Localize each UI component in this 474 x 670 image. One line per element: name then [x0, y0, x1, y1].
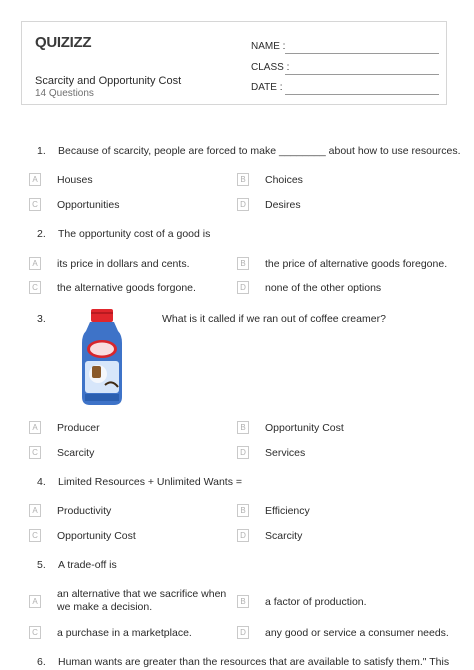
- option-c-box: C: [29, 529, 41, 542]
- option-a-text: Producer: [57, 422, 100, 434]
- question-number: 5.: [37, 559, 46, 571]
- date-label: DATE :: [251, 82, 283, 93]
- option-d-box: D: [237, 198, 249, 211]
- option-a-box: A: [29, 595, 41, 608]
- option-d-box: D: [237, 446, 249, 459]
- option-b-box: B: [237, 421, 249, 434]
- question-number: 2.: [37, 228, 46, 240]
- coffee-creamer-image: [77, 309, 127, 407]
- option-d-text: Scarcity: [265, 530, 303, 542]
- option-b-box: B: [237, 504, 249, 517]
- worksheet-title: Scarcity and Opportunity Cost: [35, 75, 182, 87]
- option-c-box: C: [29, 198, 41, 211]
- option-b-text: Choices: [265, 174, 303, 186]
- question-text: Limited Resources + Unlimited Wants =: [58, 476, 243, 488]
- option-c-text: Opportunities: [57, 199, 120, 211]
- option-a-text: an alternative that we sacrifice when we make a decision.: [57, 588, 227, 613]
- option-a-text: Productivity: [57, 505, 112, 517]
- option-a-box: A: [29, 173, 41, 186]
- question-number: 4.: [37, 476, 46, 488]
- option-c-text: the alternative goods forgone.: [57, 282, 196, 294]
- option-b-text: the price of alternative goods foregone.: [265, 258, 448, 270]
- option-c-box: C: [29, 281, 41, 294]
- option-d-box: D: [237, 281, 249, 294]
- option-c-box: C: [29, 446, 41, 459]
- option-c-text: a purchase in a marketplace.: [57, 627, 192, 639]
- question-text: What is it called if we ran out of coffee creamer?: [162, 313, 386, 325]
- option-a-text: Houses: [57, 174, 93, 186]
- option-d-text: Desires: [265, 199, 301, 211]
- question-number: 1.: [37, 145, 46, 157]
- option-d-box: D: [237, 529, 249, 542]
- option-b-box: B: [237, 173, 249, 186]
- option-b-box: B: [237, 595, 249, 608]
- option-c-text: Scarcity: [57, 447, 95, 459]
- quizizz-logo: QUIZIZZ: [35, 34, 92, 51]
- option-b-text: Opportunity Cost: [265, 422, 344, 434]
- question-number: 3.: [37, 313, 46, 325]
- option-c-box: C: [29, 626, 41, 639]
- option-d-text: none of the other options: [265, 282, 382, 294]
- name-line: [285, 53, 439, 54]
- option-b-box: B: [237, 257, 249, 270]
- question-text: A trade-off is: [58, 559, 117, 571]
- question-number: 6.: [37, 656, 46, 668]
- date-line: [285, 94, 439, 95]
- name-label: NAME :: [251, 41, 286, 52]
- class-label: CLASS :: [251, 62, 290, 73]
- option-a-box: A: [29, 421, 41, 434]
- option-d-text: any good or service a consumer needs.: [265, 627, 449, 639]
- option-d-box: D: [237, 626, 249, 639]
- question-text: Human wants are greater than the resources that are available to satisfy them." This: [58, 656, 450, 668]
- class-line: [285, 74, 439, 75]
- option-a-box: A: [29, 257, 41, 270]
- option-d-text: Services: [265, 447, 306, 459]
- option-a-text: its price in dollars and cents.: [57, 258, 190, 270]
- option-a-box: A: [29, 504, 41, 517]
- option-b-text: a factor of production.: [265, 596, 367, 608]
- option-c-text: Opportunity Cost: [57, 530, 136, 542]
- question-count: 14 Questions: [35, 88, 94, 99]
- option-b-text: Efficiency: [265, 505, 310, 517]
- question-text: Because of scarcity, people are forced to make ________ about how to use resources.: [58, 145, 461, 157]
- question-text: The opportunity cost of a good is: [58, 228, 211, 240]
